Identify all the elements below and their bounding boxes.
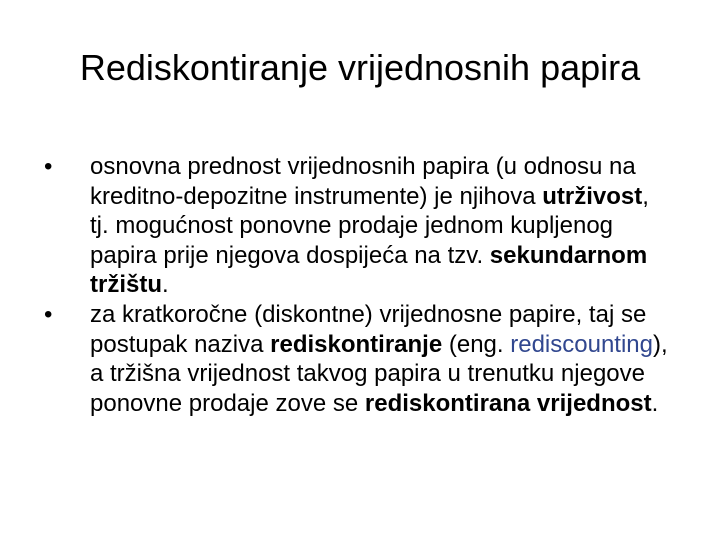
bullet-list: [0, 152, 720, 418]
english-term-link[interactable]: rediscounting: [510, 330, 653, 358]
bullet-marker: •: [44, 300, 53, 328]
text-run: za kratkoročne (diskontne) vrijednosne papire, taj se postupak naziva: [90, 300, 647, 358]
bold-term-utrzivost: utrživost: [542, 182, 643, 210]
text-run: .: [651, 389, 659, 417]
bullet-marker: •: [44, 153, 53, 180]
bullet-text: [90, 300, 670, 418]
bullet-text: [90, 152, 670, 300]
bold-term-rediskontirana-vrijednost: rediskontirana vrijednost: [364, 389, 652, 417]
text-run: .: [162, 271, 169, 299]
slide-title: Rediskontiranje vrijednosnih papira: [79, 47, 641, 88]
bullet-item-rediskontiranje: [0, 300, 670, 418]
bold-term-rediskontiranje: rediskontiranje: [270, 330, 443, 358]
bold-term-sekundarno-trziste: sekundarnom tržištu: [90, 241, 648, 299]
bullet-item-utrzivost: [0, 152, 670, 300]
text-run: (eng.: [442, 330, 511, 358]
text-run: ), a tržišna vrijednost takvog papira u trenutku njegove ponovne prodaje zove se: [90, 330, 668, 417]
text-run: osnovna prednost vrijednosnih papira (u odnosu na kreditno-depozitne instrumente) je njihova: [90, 153, 636, 210]
text-run: , tj. mogućnost ponovne prodaje jednom kupljenog papira prije njegova dospijeća na tzv.: [90, 182, 649, 269]
